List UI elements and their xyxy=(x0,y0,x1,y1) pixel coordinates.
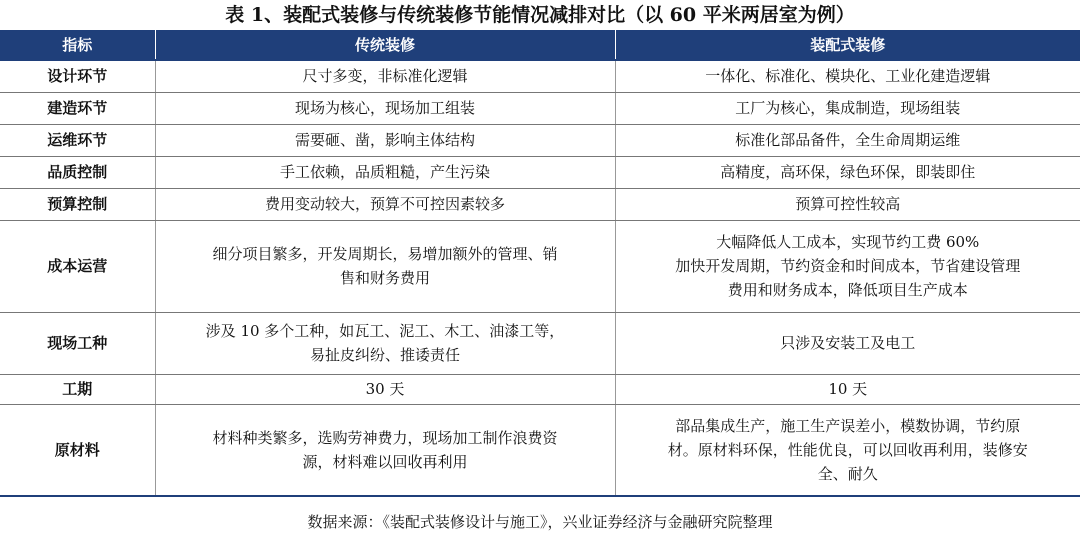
row-label: 建造环节 xyxy=(0,92,155,124)
traditional-cell: 现场为核心，现场加工组装 xyxy=(155,92,615,124)
prefab-cell: 标准化部品备件，全生命周期运维 xyxy=(615,124,1080,156)
traditional-cell: 30 天 xyxy=(155,374,615,404)
table-row xyxy=(0,156,1080,188)
prefab-cell: 部品集成生产，施工生产误差小，模数协调，节约原 材。原材料环保，性能优良，可以回收再利用，装修安 全、耐久 xyxy=(615,404,1080,496)
row-label: 原材料 xyxy=(0,404,155,496)
table-row xyxy=(0,60,1080,92)
traditional-cell: 需要砸、凿，影响主体结构 xyxy=(155,124,615,156)
row-label: 现场工种 xyxy=(0,312,155,374)
table-row xyxy=(0,92,1080,124)
prefab-cell: 一体化、标准化、模块化、工业化建造逻辑 xyxy=(615,60,1080,92)
traditional-cell: 手工依赖，品质粗糙，产生污染 xyxy=(155,156,615,188)
traditional-cell: 尺寸多变，非标准化逻辑 xyxy=(155,60,615,92)
row-label: 运维环节 xyxy=(0,124,155,156)
traditional-cell: 费用变动较大，预算不可控因素较多 xyxy=(155,188,615,220)
header-traditional: 传统装修 xyxy=(155,30,615,60)
table-row xyxy=(0,312,1080,374)
table-row xyxy=(0,404,1080,496)
row-label: 工期 xyxy=(0,374,155,404)
table-row xyxy=(0,220,1080,312)
traditional-cell: 涉及 10 多个工种，如瓦工、泥工、木工、油漆工等， 易扯皮纠纷、推诿责任 xyxy=(155,312,615,374)
traditional-cell: 材料种类繁多，选购劳神费力，现场加工制作浪费资 源，材料难以回收再利用 xyxy=(155,404,615,496)
prefab-cell: 工厂为核心，集成制造，现场组装 xyxy=(615,92,1080,124)
table-row xyxy=(0,124,1080,156)
row-label: 预算控制 xyxy=(0,188,155,220)
row-label: 设计环节 xyxy=(0,60,155,92)
table-row xyxy=(0,374,1080,404)
header-indicator: 指标 xyxy=(0,30,155,60)
header-prefab: 装配式装修 xyxy=(615,30,1080,60)
row-label: 成本运营 xyxy=(0,220,155,312)
comparison-table xyxy=(0,30,1080,497)
traditional-cell: 细分项目繁多，开发周期长，易增加额外的管理、销 售和财务费用 xyxy=(155,220,615,312)
table-row xyxy=(0,188,1080,220)
source-note: 数据来源：《装配式装修设计与施工》，兴业证券经济与金融研究院整理 xyxy=(307,513,773,531)
header-row xyxy=(0,30,1080,60)
row-label: 品质控制 xyxy=(0,156,155,188)
prefab-cell: 高精度，高环保，绿色环保，即装即住 xyxy=(615,156,1080,188)
prefab-cell: 预算可控性较高 xyxy=(615,188,1080,220)
table-title: 表 1、装配式装修与传统装修节能情况减排对比（以 60 平米两居室为例） xyxy=(225,4,855,26)
prefab-cell: 只涉及安装工及电工 xyxy=(615,312,1080,374)
prefab-cell: 10 天 xyxy=(615,374,1080,404)
prefab-cell: 大幅降低人工成本，实现节约工费 60% 加快开发周期，节约资金和时间成本，节省建设管理 费用和财务成本，降低项目生产成本 xyxy=(615,220,1080,312)
